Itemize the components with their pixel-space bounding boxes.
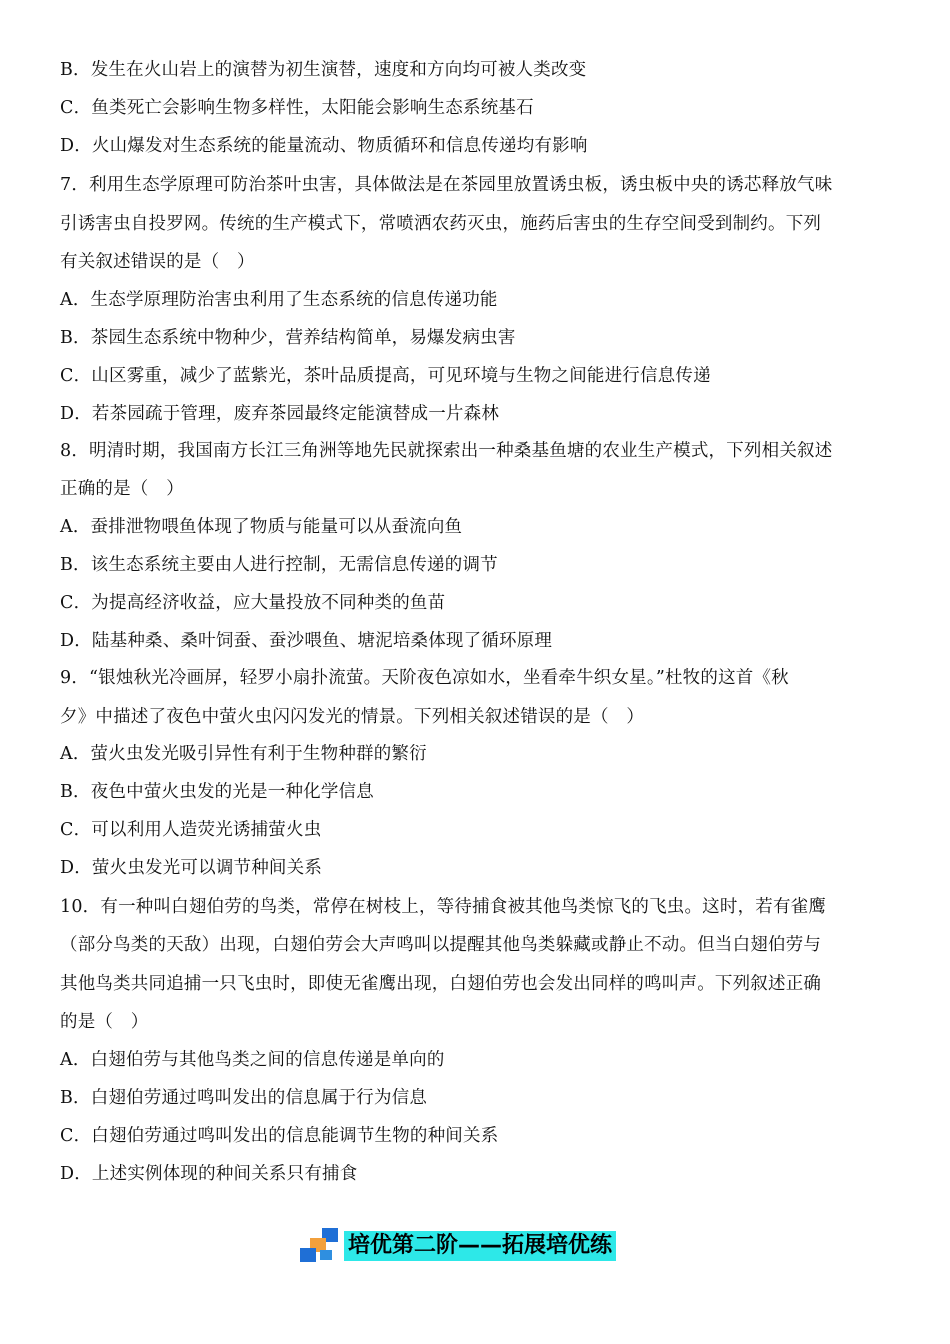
option-8c: C．为提高经济收益，应大量投放不同种类的鱼苗 bbox=[60, 593, 446, 613]
question-10-line-3: 其他鸟类共同追捕一只飞虫时，即使无雀鹰出现，白翅伯劳也会发出同样的鸣叫声。下列叙述正确 bbox=[60, 974, 822, 994]
option-10b: B．白翅伯劳通过鸣叫发出的信息属于行为信息 bbox=[60, 1088, 428, 1108]
option-9b: B．夜色中萤火虫发的光是一种化学信息 bbox=[60, 782, 374, 802]
option-8b: B．该生态系统主要由人进行控制，无需信息传递的调节 bbox=[60, 555, 498, 575]
option-9d: D．萤火虫发光可以调节种间关系 bbox=[60, 858, 323, 878]
option-6d: D．火山爆发对生态系统的能量流动、物质循环和信息传递均有影响 bbox=[60, 136, 588, 156]
option-6c: C．鱼类死亡会影响生物多样性，太阳能会影响生态系统基石 bbox=[60, 98, 534, 118]
option-6b: B．发生在火山岩上的演替为初生演替，速度和方向均可被人类改变 bbox=[60, 60, 587, 80]
option-10c: C．白翅伯劳通过鸣叫发出的信息能调节生物的种间关系 bbox=[60, 1126, 499, 1146]
question-7-line-3: 有关叙述错误的是（ ） bbox=[60, 252, 255, 272]
question-10-line-2: （部分鸟类的天敌）出现，白翅伯劳会大声鸣叫以提醒其他鸟类躲藏或静止不动。但当白翅伯劳与 bbox=[60, 935, 822, 955]
option-9a: A．萤火虫发光吸引异性有利于生物种群的繁衍 bbox=[60, 744, 427, 764]
option-10a: A．白翅伯劳与其他鸟类之间的信息传递是单向的 bbox=[60, 1050, 445, 1070]
option-10d: D．上述实例体现的种间关系只有捕食 bbox=[60, 1164, 358, 1184]
question-10-line-4: 的是（ ） bbox=[60, 1012, 149, 1032]
option-7c: C．山区雾重，减少了蓝紫光，茶叶品质提高，可见环境与生物之间能进行信息传递 bbox=[60, 366, 711, 386]
option-8d: D．陆基种桑、桑叶饲蚕、蚕沙喂鱼、塘泥培桑体现了循环原理 bbox=[60, 631, 553, 651]
option-9c: C．可以利用人造荧光诱捕萤火虫 bbox=[60, 820, 322, 840]
section-banner bbox=[300, 1226, 616, 1266]
question-9-line-1: 9．“银烛秋光冷画屏，轻罗小扇扑流萤。天阶夜色凉如水，坐看牵牛织女星。”杜牧的这首《秋 bbox=[60, 668, 789, 688]
option-7a: A．生态学原理防治害虫利用了生态系统的信息传递功能 bbox=[60, 290, 498, 310]
question-8-line-2: 正确的是（ ） bbox=[60, 479, 184, 499]
stacked-squares-icon bbox=[300, 1228, 342, 1264]
question-8-line-1: 8．明清时期，我国南方长江三角洲等地先民就探索出一种桑基鱼塘的农业生产模式，下列相关叙述 bbox=[60, 441, 833, 461]
option-7d: D．若茶园疏于管理，废弃茶园最终定能演替成一片森林 bbox=[60, 404, 500, 424]
question-9-line-2: 夕》中描述了夜色中萤火虫闪闪发光的情景。下列相关叙述错误的是（ ） bbox=[60, 707, 645, 727]
question-7-line-2: 引诱害虫自投罗网。传统的生产模式下，常喷洒农药灭虫，施药后害虫的生存空间受到制约。下列 bbox=[60, 214, 822, 234]
question-7-line-1: 7．利用生态学原理可防治茶叶虫害，具体做法是在茶园里放置诱虫板，诱虫板中央的诱芯释放气味 bbox=[60, 175, 833, 195]
section-title: 培优第二阶——拓展培优练 bbox=[344, 1231, 616, 1261]
option-7b: B．茶园生态系统中物种少，营养结构简单，易爆发病虫害 bbox=[60, 328, 516, 348]
question-10-line-1: 10．有一种叫白翅伯劳的鸟类，常停在树枝上，等待捕食被其他鸟类惊飞的飞虫。这时，若有雀鹰 bbox=[60, 897, 827, 917]
option-8a: A．蚕排泄物喂鱼体现了物质与能量可以从蚕流向鱼 bbox=[60, 517, 463, 537]
